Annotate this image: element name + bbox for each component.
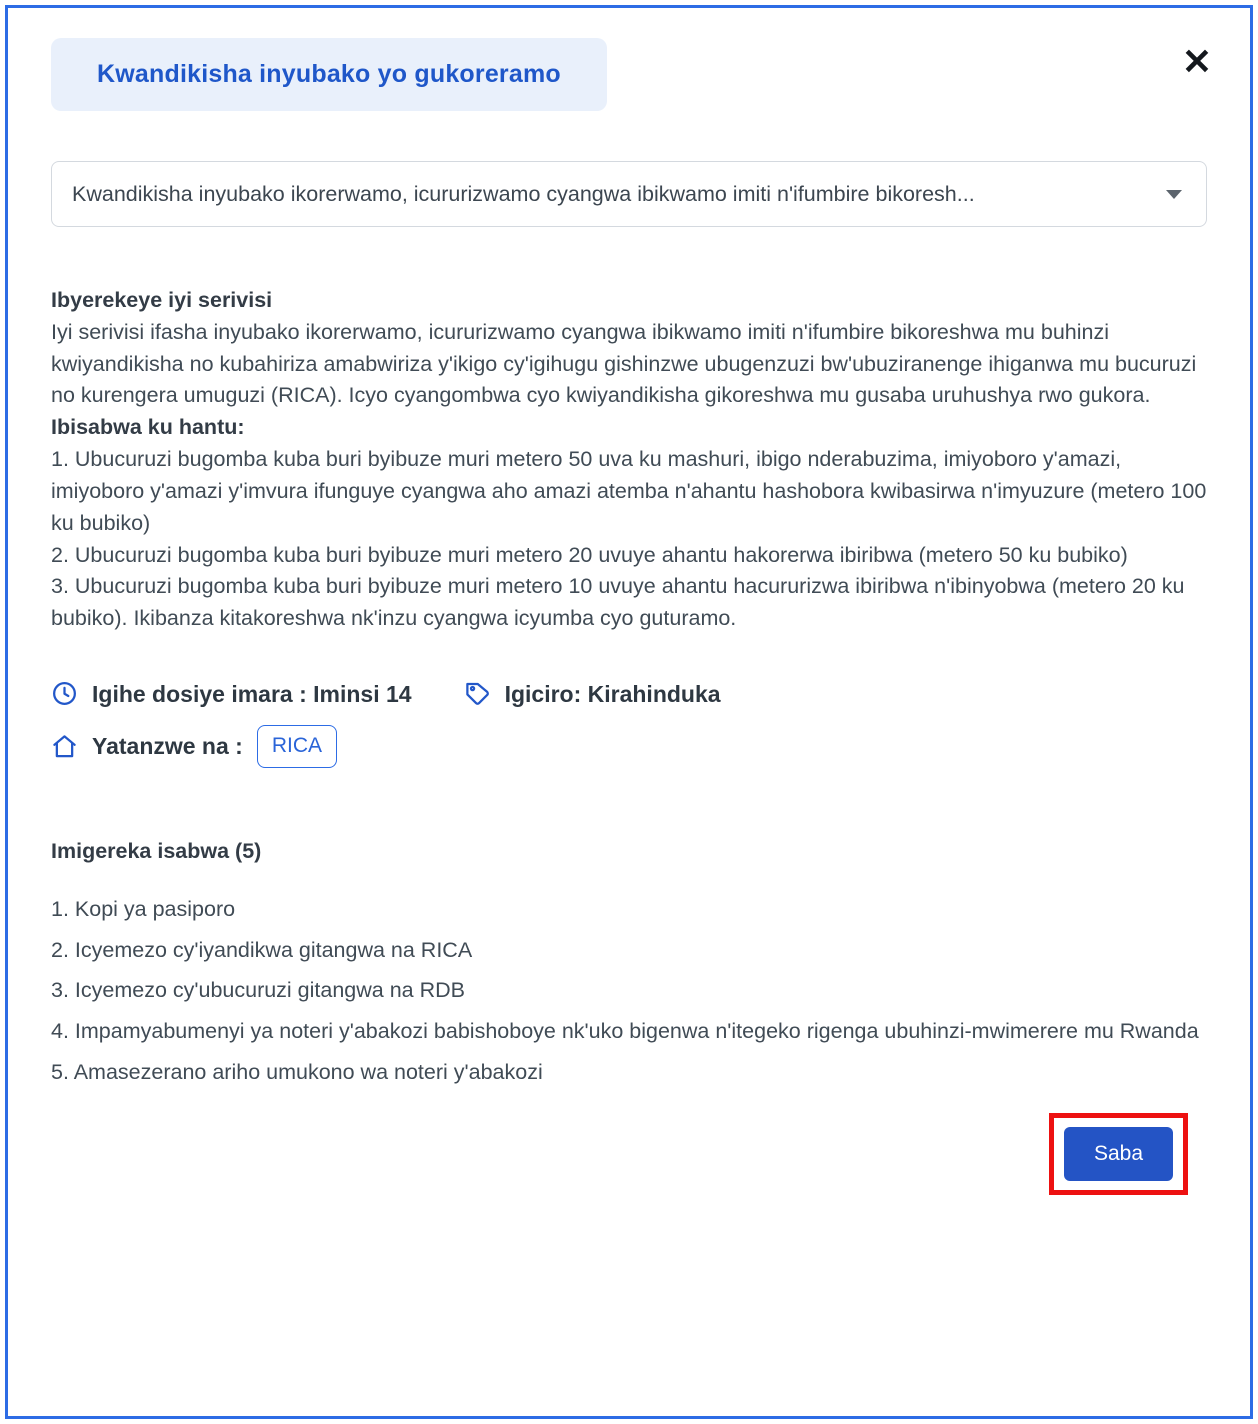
location-requirement-item: 3. Ubucuruzi bugomba kuba buri byibuze muri metero 10 uvuye ahantu hacururizwa ibiribwa n'ibinyobwa (metero 20 ku bubiko). Ikibanza kitakoreshwa nk'inzu cyangwa icyumba cyo guturamo. (51, 574, 1185, 631)
about-heading: Ibyerekeye iyi serivisi (51, 288, 273, 312)
attachment-item: 1. Kopi ya pasiporo (51, 896, 236, 921)
submit-button[interactable]: Saba (1064, 1127, 1173, 1181)
issuer (51, 725, 337, 768)
close-icon[interactable]: ✕ (1178, 40, 1216, 84)
about-description: Iyi serivisi ifasha inyubako ikorerwamo, icururizwamo cyangwa ibikwamo imiti n'ifumbire bikoreshwa mu buhinzi kwiyandikisha no kubahiriza amabwiriza y'ikigo cy'igihugu gishinzwe ubugenzuzi bw'ubuziranenge ihiganwa mu bucuruzi no kurengera umuguzi (RICA). Icyo cyangombwa cyo kwiyandikisha gikoreshwa mu gusaba uruhushya rwo gukora. (51, 319, 1197, 408)
modal-header (8, 8, 1250, 111)
modal-footer (51, 1113, 1210, 1195)
price-tag-icon (464, 680, 491, 707)
price (464, 677, 721, 711)
service-select[interactable] (51, 161, 1207, 227)
price-label: Igiciro: Kirahinduka (504, 680, 721, 707)
issuer-badge: RICA (257, 725, 337, 768)
attachment-item: 2. Icyemezo cy'iyandikwa gitangwa na RICA (51, 937, 473, 962)
home-icon (51, 733, 78, 760)
attachment-item: 5. Amasezerano ariho umukono wa noteri y'abakozi (51, 1060, 543, 1085)
service-details-modal (5, 5, 1253, 1419)
modal-title: Kwandikisha inyubako yo gukoreramo (51, 38, 607, 111)
issuer-label: Yatanzwe na : (92, 733, 243, 760)
attachment-item: 4. Impamyabumenyi ya noteri y'abakozi babishoboye nk'uko bigenwa n'itegeko rigenga ubuhinzi-mwimerere mu Rwanda (51, 1019, 1199, 1044)
annotation-highlight (1049, 1113, 1188, 1195)
attachments-heading: Imigereka isabwa (5) (51, 839, 262, 864)
chevron-down-icon (1166, 190, 1182, 199)
service-select-value: Kwandikisha inyubako ikorerwamo, icururizwamo cyangwa ibikwamo imiti n'ifumbire bikoresh... (72, 181, 975, 206)
location-requirements-heading: Ibisabwa ku hantu: (51, 415, 245, 440)
location-requirement-item: 1. Ubucuruzi bugomba kuba buri byibuze muri metero 50 uva ku mashuri, ibigo nderabuzima, imiyoboro y'amazi, imiyoboro y'amazi y'imvura ifunguye cyangwa aho amazi atemba n'ahantu hashobora kwibasirwa n'imyuzure (metero 100 ku bubiko) (51, 447, 1207, 535)
modal-body (8, 285, 1250, 1195)
location-requirement-item: 2. Ubucuruzi bugomba kuba buri byibuze muri metero 20 uvuye ahantu hakorerwa ibiribwa (metero 50 ku bubiko) (51, 542, 1128, 567)
attachments-list (51, 894, 1210, 1089)
attachment-item: 3. Icyemezo cy'ubucuruzi gitangwa na RDB (51, 978, 466, 1003)
processing-time (51, 677, 412, 711)
service-meta (51, 677, 1210, 768)
processing-time-label: Igihe dosiye imara : Iminsi 14 (92, 680, 412, 707)
clock-icon (51, 680, 78, 707)
